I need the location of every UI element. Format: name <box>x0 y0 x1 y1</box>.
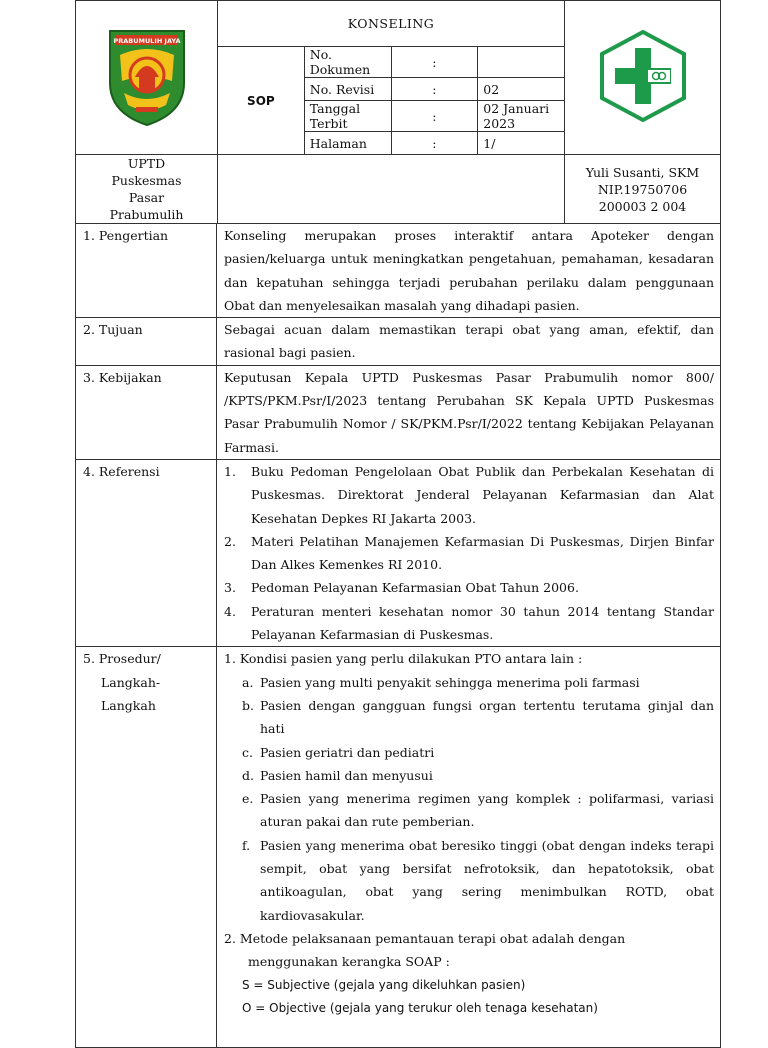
item-number: 2. <box>224 533 236 549</box>
item-text: Pasien dengan gangguan fungsi organ tertentu terutama ginjal dan hati <box>260 697 714 737</box>
doc-row-key: No. Revisi <box>304 78 391 101</box>
sop-title: KONSELING <box>218 1 565 47</box>
section-label: 4. Referensi <box>76 459 217 646</box>
section-pengertian <box>76 224 721 318</box>
item-text: Pasien yang menerima obat beresiko tinggi (obat dengan indeks terapi sempit, obat yang bersifat nefrotoksik, dan hepatotoksik, obat antikoagulan, obat yang sering menimbulkan ROTD, obat kardiovasakular. <box>260 837 714 923</box>
label-line: Langkah <box>101 697 156 713</box>
signer-name: Yuli Susanti, SKM <box>585 164 700 180</box>
sub-item <box>224 787 714 834</box>
section-text: Keputusan Kepala UPTD Puskesmas Pasar Prabumulih nomor 800/ /KPTS/PKM.Psr/I/2023 tentang Perubahan SK Kepala UPTD Puskesmas Pasar Prabumulih Nomor / SK/PKM.Psr/I/2022 tentang Kebijakan Pelayanan Farmasi. <box>217 365 721 459</box>
label-line: Langkah- <box>101 674 161 690</box>
sub-item <box>224 834 714 927</box>
organization-name <box>76 155 218 224</box>
item-text: Materi Pelatihan Manajemen Kefarmasian Di Puskesmas, Dirjen Binfar Dan Alkes Kemenkes RI 2010. <box>251 533 714 573</box>
list-item <box>224 460 714 530</box>
org-line: Prabumulih <box>109 207 184 222</box>
doc-row-key: Tanggal Terbit <box>304 101 391 132</box>
doc-row-sep: : <box>391 78 478 101</box>
health-cross-icon <box>598 30 688 122</box>
item-number: 4. <box>224 603 236 619</box>
doc-row-key: Halaman <box>304 132 391 155</box>
item-number: 3. <box>224 580 236 596</box>
region-logo-cell <box>76 1 218 155</box>
org-line: Pasar <box>128 190 165 205</box>
puskesmas-logo-cell <box>565 1 721 155</box>
section-label: 3. Kebijakan <box>76 365 217 459</box>
sub-item <box>224 741 714 764</box>
section-text: Konseling merupakan proses interaktif antara Apoteker dengan pasien/keluarga untuk meningkatkan pengetahuan, pemahaman, kesadaran dan kepatuhan sehingga terjadi perubahan perilaku dalam penggunaan Obat dan menyelesaikan masalah yang dihadapi pasien. <box>217 224 721 318</box>
doc-row-value: 1/ <box>478 132 565 155</box>
logo-text: PRABUMULIH JAYA <box>113 36 180 45</box>
procedure-step-cont: menggunakan kerangka SOAP : <box>248 954 450 970</box>
section-referensi <box>76 459 721 646</box>
procedure-steps <box>217 647 721 1048</box>
prabumulih-logo-icon <box>102 25 192 127</box>
doc-row-sep: : <box>391 132 478 155</box>
label-line: 5. Prosedur/ <box>83 651 161 667</box>
item-text: Pasien hamil dan menyusui <box>260 767 433 783</box>
doc-row-value: 02 Januari 2023 <box>478 101 565 132</box>
signer-nip: NIP.19750706 <box>597 181 688 197</box>
section-label <box>76 647 217 1048</box>
sub-item <box>224 671 714 694</box>
sop-document <box>75 0 721 1024</box>
doc-row-value <box>478 47 565 78</box>
signer-nip-cont: 200003 2 004 <box>598 198 687 214</box>
item-text: Pasien yang menerima regimen yang komplek : polifarmasi, variasi aturan pakai dan rute pemberian. <box>260 791 714 830</box>
sub-item <box>224 694 714 741</box>
signer-block <box>565 155 721 224</box>
sub-item <box>224 764 714 787</box>
section-prosedur <box>76 647 721 1048</box>
document-header <box>75 0 721 224</box>
list-item <box>224 530 714 577</box>
item-text: Buku Pedoman Pengelolaan Obat Publik dan Perbekalan Kesehatan di Puskesmas. Direktorat Jenderal Pelayanan Kefarmasian dan Alat Kesehatan Depkes RI Jakarta 2003. <box>251 463 714 526</box>
list-item <box>224 600 714 647</box>
section-kebijakan <box>76 365 721 459</box>
item-letter: e. <box>242 791 254 807</box>
org-line: Puskesmas <box>111 173 182 188</box>
item-letter: f. <box>242 837 251 853</box>
item-text: Pasien yang multi penyakit sehingga menerima poli farmasi <box>260 674 640 690</box>
doc-row-sep: : <box>391 47 478 78</box>
item-number: 1. <box>224 463 236 479</box>
list-item <box>224 576 714 599</box>
procedure-step: 2. Metode pelaksanaan pemantauan terapi obat adalah dengan <box>224 930 626 946</box>
document-body <box>75 223 721 1048</box>
section-tujuan <box>76 318 721 366</box>
blank-cell <box>218 155 565 224</box>
soap-item: S = Subjective (gejala yang dikeluhkan pasien) <box>242 977 526 992</box>
procedure-step: 1. Kondisi pasien yang perlu dilakukan PTO antara lain : <box>224 651 583 667</box>
org-line: UPTD <box>127 156 166 171</box>
reference-list <box>217 459 721 646</box>
item-text: Pedoman Pelayanan Kefarmasian Obat Tahun 2006. <box>251 580 579 596</box>
section-label: 2. Tujuan <box>76 318 217 366</box>
doc-row-sep: : <box>391 101 478 132</box>
section-text: Sebagai acuan dalam memastikan terapi obat yang aman, efektif, dan rasional bagi pasien. <box>217 318 721 366</box>
section-label: 1. Pengertian <box>76 224 217 318</box>
doc-row-key: No. Dokumen <box>304 47 391 78</box>
doc-row-value: 02 <box>478 78 565 101</box>
item-letter: d. <box>242 767 254 783</box>
item-letter: c. <box>242 744 253 760</box>
item-letter: b. <box>242 697 254 713</box>
item-letter: a. <box>242 674 254 690</box>
sop-label: SOP <box>218 47 305 155</box>
soap-item: O = Objective (gejala yang terukur oleh tenaga kesehatan) <box>242 1000 598 1015</box>
item-text: Pasien geriatri dan pediatri <box>260 744 435 760</box>
item-text: Peraturan menteri kesehatan nomor 30 tahun 2014 tentang Standar Pelayanan Kefarmasian di Puskesmas. <box>251 603 714 643</box>
